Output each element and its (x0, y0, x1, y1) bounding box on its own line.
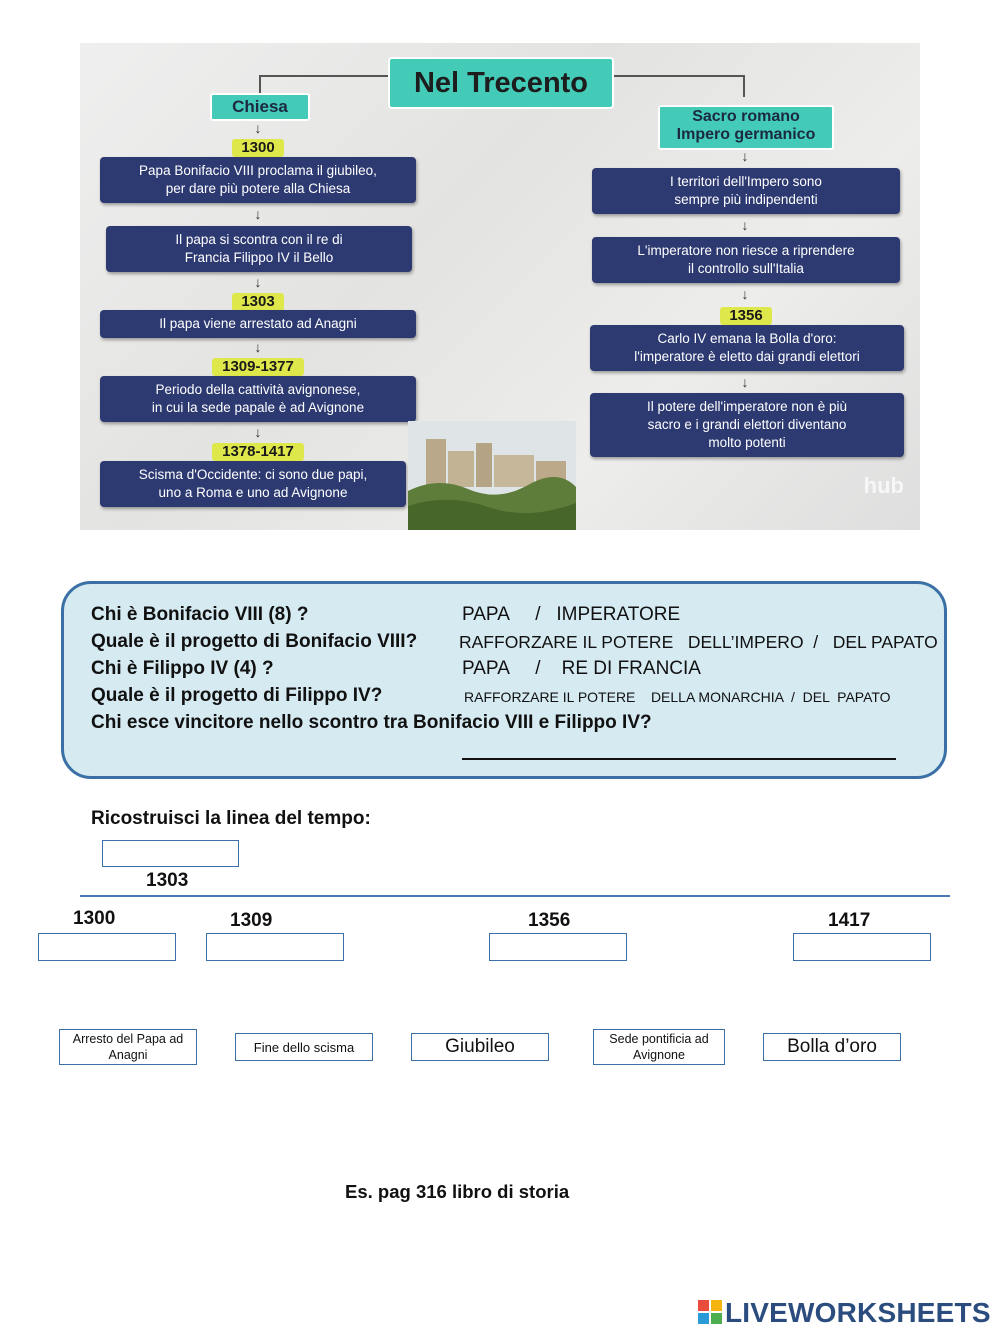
timeline-instruction: Ricostruisci la linea del tempo: (91, 808, 371, 829)
event-text: Scisma d'Occidente: ci sono due papi, (138, 467, 368, 482)
timeline-line (80, 895, 950, 897)
event-text: Carlo IV emana la Bolla d'oro: (657, 331, 837, 346)
year-label: 1300 (73, 908, 116, 929)
year-tag: 1356 (720, 307, 772, 325)
event-box (590, 393, 904, 457)
event-text: Il papa viene arrestato ad Anagni (159, 316, 357, 331)
drag-card-bolla-oro[interactable]: Bolla d’oro (763, 1033, 901, 1061)
arrow-down-icon: ↓ (254, 206, 262, 222)
empire-header (658, 105, 834, 150)
drag-card-sede-avignone[interactable]: Sede pontificia ad Avignone (593, 1029, 725, 1065)
event-text: Il papa si scontra con il re di (175, 232, 343, 247)
question-2: Quale è il progetto di Bonifacio VIII? (91, 631, 418, 652)
event-text: Periodo della cattività avignonese, (155, 382, 361, 397)
event-text: L'imperatore non riesce a riprendere (637, 243, 855, 258)
drag-card-arresto[interactable]: Arresto del Papa ad Anagni (59, 1029, 197, 1065)
year-label: 1303 (146, 870, 189, 891)
year-tag: 1378-1417 (212, 443, 304, 461)
drag-card-giubileo[interactable]: Giubileo (411, 1033, 549, 1061)
brand-name: LIVEWORKSHEETS (725, 1297, 991, 1328)
question-5: Chi esce vincitore nello scontro tra Bonifacio VIII e Filippo IV? (91, 712, 652, 733)
connector-line (259, 75, 261, 93)
concept-map-image (80, 43, 920, 530)
church-header: Chiesa (210, 93, 310, 121)
event-text: molto potenti (708, 435, 786, 450)
event-box (100, 157, 416, 203)
footer-note: Es. pag 316 libro di storia (345, 1181, 570, 1202)
event-text: l'imperatore è eletto dai grandi elettori (634, 349, 860, 364)
answer-options-3[interactable]: PAPA / RE DI FRANCIA (462, 658, 701, 679)
event-box (592, 168, 900, 214)
year-label: 1356 (528, 910, 571, 931)
question-3: Chi è Filippo IV (4) ? (91, 658, 274, 679)
avignon-palace-photo (408, 421, 576, 530)
answer-options-2[interactable]: RAFFORZARE IL POTERE DELL’IMPERO / DEL PAPATO (459, 632, 938, 652)
event-box (106, 226, 412, 272)
drop-slot-1303[interactable] (102, 840, 239, 867)
arrow-down-icon: ↓ (741, 286, 749, 302)
event-text: il controllo sull'Italia (688, 261, 804, 276)
question-1: Chi è Bonifacio VIII (8) ? (91, 604, 309, 625)
event-text: Il potere dell'imperatore non è più (647, 399, 847, 414)
connector-line (743, 75, 745, 97)
arrow-down-icon: ↓ (741, 217, 749, 233)
year-tag: 1300 (232, 139, 284, 157)
connector-line (260, 75, 388, 77)
drop-slot-1300[interactable] (38, 933, 176, 961)
drop-slot-1417[interactable] (793, 933, 931, 961)
year-tag: 1303 (232, 293, 284, 311)
empire-header-line: Sacro romano (692, 108, 800, 125)
event-text: sempre più indipendenti (674, 192, 818, 207)
answer-options-1[interactable]: PAPA / IMPERATORE (462, 604, 681, 625)
answer-blank[interactable] (462, 758, 896, 760)
arrow-down-icon: ↓ (254, 274, 262, 290)
year-label: 1309 (230, 910, 273, 931)
event-text: sacro e i grandi elettori diventano (647, 417, 847, 432)
year-tag: 1309-1377 (212, 358, 304, 376)
arrow-down-icon: ↓ (254, 424, 262, 440)
drop-slot-1356[interactable] (489, 933, 627, 961)
liveworksheets-logo-icon (698, 1300, 722, 1324)
arrow-down-icon: ↓ (741, 374, 749, 390)
drag-card-fine-scisma[interactable]: Fine dello scisma (235, 1033, 373, 1061)
arrow-down-icon: ↓ (254, 120, 262, 136)
arrow-down-icon: ↓ (741, 148, 749, 164)
question-4: Quale è il progetto di Filippo IV? (91, 685, 383, 706)
answer-options-4[interactable]: RAFFORZARE IL POTERE DELLA MONARCHIA / DEL PAPATO (464, 689, 891, 705)
event-box (592, 237, 900, 283)
arrow-down-icon: ↓ (254, 339, 262, 355)
drop-slot-1309[interactable] (206, 933, 344, 961)
connector-line (610, 75, 744, 77)
event-text: Papa Bonifacio VIII proclama il giubileo, (139, 163, 377, 178)
publisher-watermark: hub (863, 473, 904, 498)
event-text: in cui la sede papale è ad Avignone (151, 400, 365, 415)
empire-header-line: Impero germanico (676, 126, 816, 143)
event-box (100, 376, 416, 422)
event-text: I territori dell'Impero sono (670, 174, 822, 189)
event-text: uno a Roma e uno ad Avignone (158, 485, 348, 500)
map-title: Nel Trecento (388, 57, 614, 109)
event-box (100, 461, 406, 507)
year-label: 1417 (828, 910, 871, 931)
event-box (590, 325, 904, 371)
event-text: Francia Filippo IV il Bello (184, 250, 334, 265)
event-text: per dare più potere alla Chiesa (165, 181, 351, 196)
event-box (100, 310, 416, 338)
